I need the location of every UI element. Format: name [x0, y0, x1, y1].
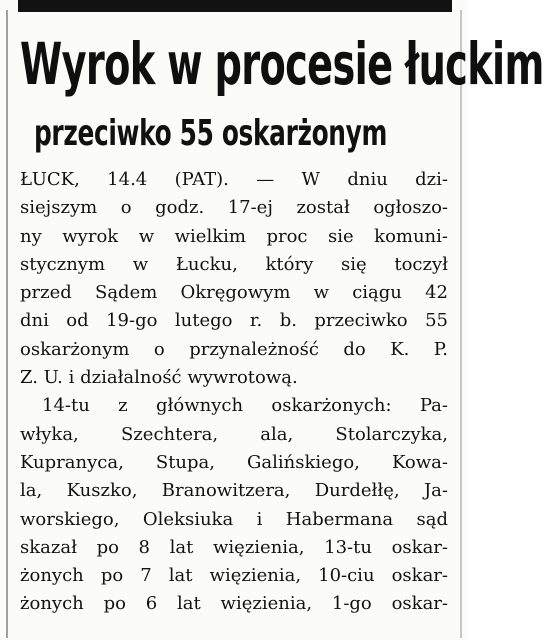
body-line-6: dni od 19-go lutego r. b. przeciwko 55 [20, 310, 448, 332]
body-line-15: żonych po 7 lat więzienia, 10-ciu oskar- [20, 565, 448, 587]
body-line-16: żonych po 6 lat więzienia, 1-go oskar- [20, 593, 448, 615]
left-edge [6, 10, 8, 638]
body-line-1: ŁUCK, 14.4 (PAT). — W dniu dzi- [20, 169, 448, 190]
body-line-2: siejszym o godz. 17-ej został ogłoszo- [20, 197, 448, 219]
body-line-8: Z. U. i działalność wywrotową. [20, 367, 298, 389]
body-line-3: ny wyrok w wielkim proc sie komuni- [20, 225, 448, 247]
article-body [20, 166, 448, 619]
body-line-5: przed Sądem Okręgowym w ciągu 42 [20, 282, 448, 304]
body-line-12: la, Kuszko, Branowitzera, Durdełłę, Ja- [20, 480, 448, 502]
body-line-9: 14-tu z głównych oskarżonych: Pa- [42, 395, 448, 417]
body-line-11: Kupranyca, Stupa, Galińskiego, Kowa- [20, 451, 448, 473]
body-line-10: włyka, Szechtera, ala, Stolarczyka, [20, 423, 448, 445]
top-rule [18, 0, 452, 12]
headline: Wyrok w procesie łuckim [20, 30, 544, 98]
body-line-13: worskiego, Oleksiuka i Habermana sąd [20, 508, 448, 530]
body-line-4: stycznym w Łucku, który się toczył [20, 253, 448, 275]
right-edge [460, 10, 462, 638]
subheadline: przeciwko 55 oskarżonym [34, 113, 388, 154]
body-line-14: skazał po 8 lat więzienia, 13-tu oskar- [20, 536, 448, 558]
body-line-7: oskarżonym o przynależność do K. P. [20, 338, 448, 360]
